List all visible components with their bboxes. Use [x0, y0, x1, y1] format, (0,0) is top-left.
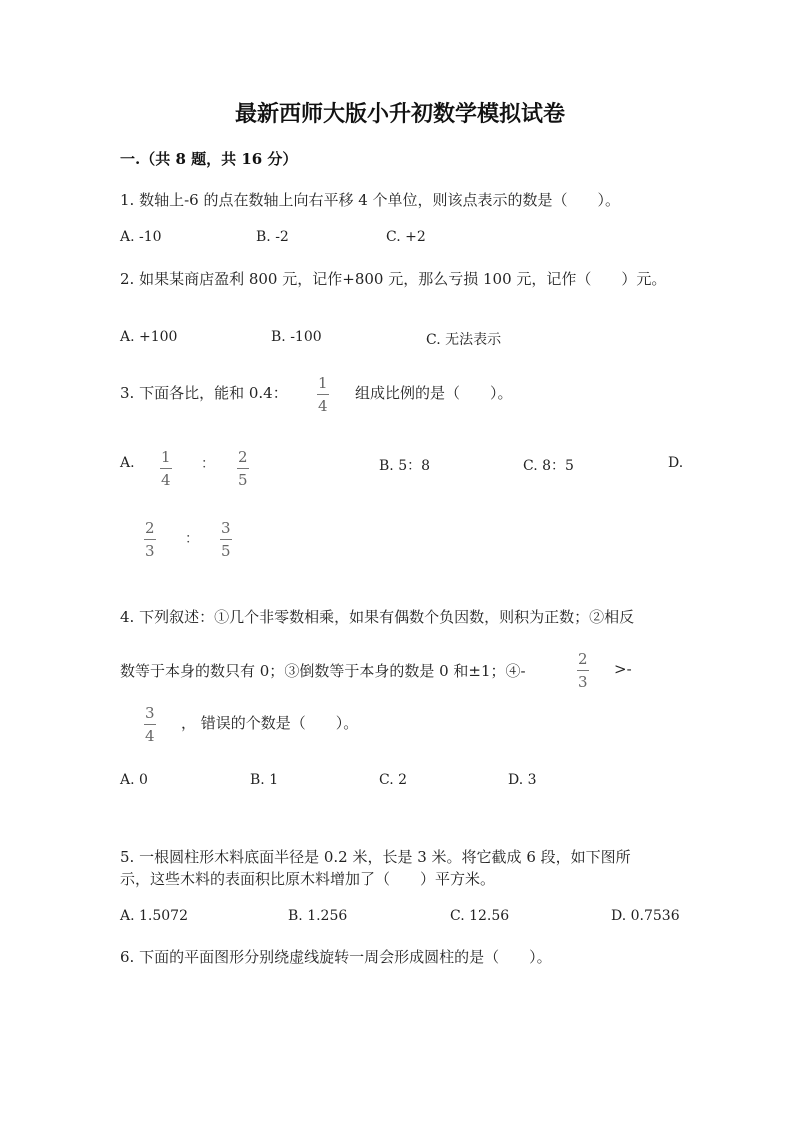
question-3-option-d-fraction-2: [219, 521, 233, 559]
question-4-fraction-2: [143, 706, 157, 744]
fraction-denominator: 3: [578, 673, 588, 691]
fraction-denominator: 3: [145, 542, 155, 560]
question-4-option-b[interactable]: B. 1: [250, 772, 279, 788]
question-4-line-2: 数等于本身的数只有 0；③倒数等于本身的数是 0 和±1；④-: [120, 662, 526, 680]
question-1-option-b[interactable]: B. -2: [256, 229, 289, 245]
fraction-denominator: 4: [145, 727, 155, 745]
fraction-numerator: 1: [161, 448, 171, 466]
fraction-denominator: 4: [161, 471, 171, 489]
question-3-option-c[interactable]: C. 8：5: [523, 458, 574, 474]
question-3-text-before: 3. 下面各比，能和 0.4：: [120, 384, 288, 402]
question-3-option-d-label[interactable]: D.: [668, 455, 684, 471]
question-4-fraction-1: [576, 652, 590, 690]
question-4-option-d[interactable]: D. 3: [508, 772, 537, 788]
fraction-numerator: 1: [318, 374, 328, 392]
question-3-text-after: 组成比例的是（ ）。: [355, 384, 513, 402]
page-title: 最新西师大版小升初数学模拟试卷: [234, 101, 565, 127]
section-heading: 一.（共 8 题，共 16 分）: [120, 150, 298, 168]
fraction-numerator: 2: [578, 650, 588, 668]
question-1-option-a[interactable]: A. -10: [120, 229, 162, 245]
question-2-text: 2. 如果某商店盈利 800 元，记作+800 元，那么亏损 100 元，记作（ ）元。: [120, 270, 667, 288]
fraction-numerator: 2: [145, 519, 155, 537]
fraction-numerator: 3: [145, 704, 155, 722]
question-5-option-c[interactable]: C. 12.56: [450, 908, 510, 924]
ratio-colon: ：: [201, 456, 215, 472]
question-1-text: 1. 数轴上-6 的点在数轴上向右平移 4 个单位，则该点表示的数是（ ）。: [120, 191, 621, 209]
question-3-option-a-fraction-2: [236, 450, 250, 488]
question-4-option-a[interactable]: A. 0: [120, 772, 148, 788]
question-5-line-1: 5. 一根圆柱形木料底面半径是 0.2 米，长是 3 米。将它截成 6 段，如下图所: [120, 848, 631, 866]
question-6-text: 6. 下面的平面图形分别绕虚线旋转一周会形成圆柱的是（ ）。: [120, 948, 552, 966]
fraction-numerator: 3: [221, 519, 231, 537]
question-2-option-b[interactable]: B. -100: [271, 329, 322, 345]
question-4-line-1: 4. 下列叙述：①几个非零数相乘，如果有偶数个负因数，则积为正数；②相反: [120, 608, 635, 626]
question-3-option-b[interactable]: B. 5：8: [379, 458, 431, 474]
question-3-fraction: [316, 376, 330, 414]
question-4-greater-than: >-: [614, 660, 632, 678]
question-2-option-c[interactable]: C. 无法表示: [426, 332, 502, 348]
fraction-denominator: 4: [318, 397, 328, 415]
question-2-option-a[interactable]: A. +100: [120, 329, 178, 345]
question-5-option-b[interactable]: B. 1.256: [288, 908, 348, 924]
fraction-denominator: 5: [238, 471, 248, 489]
ratio-colon: ：: [185, 531, 199, 547]
question-5-line-2: 示，这些木料的表面积比原木料增加了（ ）平方米。: [120, 870, 496, 888]
question-5-option-d[interactable]: D. 0.7536: [611, 908, 680, 924]
fraction-denominator: 5: [221, 542, 231, 560]
question-3-option-d-fraction-1: [143, 521, 157, 559]
question-3-option-a-label[interactable]: A.: [120, 455, 135, 471]
question-4-option-c[interactable]: C. 2: [379, 772, 408, 788]
question-1-option-c[interactable]: C. +2: [386, 229, 426, 245]
question-4-line-3: ， 错误的个数是（ ）。: [181, 714, 359, 732]
question-3-option-a-fraction-1: [159, 450, 173, 488]
question-5-option-a[interactable]: A. 1.5072: [120, 908, 188, 924]
fraction-numerator: 2: [238, 448, 248, 466]
